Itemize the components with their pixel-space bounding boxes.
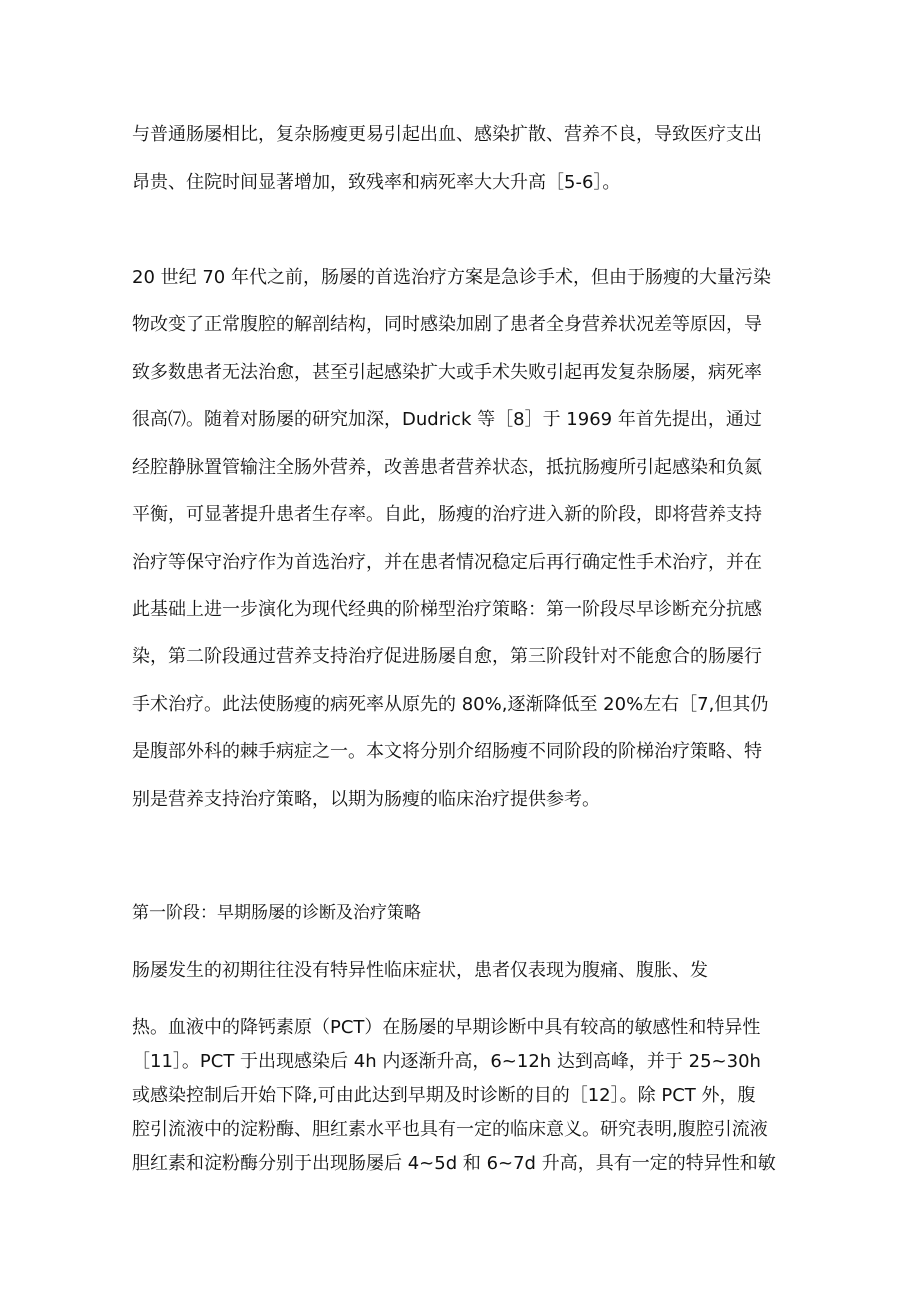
para4-line-3: 或感染控制后开始下降,可由此达到早期及时诊断的目的［12］。除 PCT 外，腹	[132, 1085, 756, 1106]
para2-line-4: 很高⑺。随着对肠屡的研究加深，Dudrick 等［8］于 1969 年首先提出，通过	[132, 409, 762, 430]
para3-line-1: 肠屡发生的初期往往没有特异性临床症状，患者仅表现为腹痛、腹胀、发	[132, 960, 708, 981]
para2-line-10: 手术治疗。此法使肠瘦的病死率从原先的 80%,逐渐降低至 20%左右［7,但其仍	[132, 694, 769, 715]
para2-line-6: 平衡，可显著提升患者生存率。自此，肠瘦的治疗进入新的阶段，即将营养支持	[132, 504, 762, 525]
para2-line-2: 物改变了正常腹腔的解剖结构，同时感染加剧了患者全身营养状况差等原因，导	[132, 314, 762, 335]
section-heading: 第一阶段：早期肠屡的诊断及治疗策略	[132, 903, 421, 923]
para2-line-8: 此基础上进一步演化为现代经典的阶梯型治疗策略：第一阶段尽早诊断充分抗感	[132, 599, 762, 620]
para2-line-9: 染，第二阶段通过营养支持治疗促进肠屡自愈，第三阶段针对不能愈合的肠屡行	[132, 646, 762, 667]
para2-line-7: 治疗等保守治疗作为首选治疗，并在患者情况稳定后再行确定性手术治疗，并在	[132, 552, 762, 573]
para1-line-2: 昂贵、住院时间显著增加，致残率和病死率大大升高［5-6］。	[132, 172, 621, 193]
para2-line-12: 别是营养支持治疗策略，以期为肠瘦的临床治疗提供参考。	[132, 789, 600, 810]
para1-line-1: 与普通肠屡相比，复杂肠瘦更易引起出血、感染扩散、营养不良，导致医疗支出	[132, 124, 762, 145]
para4-line-4: 腔引流液中的淀粉酶、胆红素水平也具有一定的临床意义。研究表明,腹腔引流液	[132, 1119, 768, 1140]
para2-line-1: 20 世纪 70 年代之前，肠屡的首选治疗方案是急诊手术，但由于肠瘦的大量污染	[132, 267, 771, 288]
para2-line-11: 是腹部外科的棘手病症之一。本文将分别介绍肠瘦不同阶段的阶梯治疗策略、特	[132, 741, 762, 762]
para2-line-3: 致多数患者无法治愈，甚至引起感染扩大或手术失败引起再发复杂肠屡，病死率	[132, 362, 762, 383]
para4-line-2: ［11］。PCT 于出现感染后 4h 内逐渐升高，6~12h 达到高峰，并于 25~30h	[132, 1051, 761, 1072]
para2-line-5: 经腔静脉置管输注全肠外营养，改善患者营养状态，抵抗肠瘦所引起感染和负氮	[132, 457, 762, 478]
para4-line-1: 热。血液中的降钙素原（PCT）在肠屡的早期诊断中具有较高的敏感性和特异性	[132, 1017, 761, 1038]
para4-line-5: 胆红素和淀粉酶分别于出现肠屡后 4~5d 和 6~7d 升高，具有一定的特异性和敏	[132, 1153, 776, 1174]
